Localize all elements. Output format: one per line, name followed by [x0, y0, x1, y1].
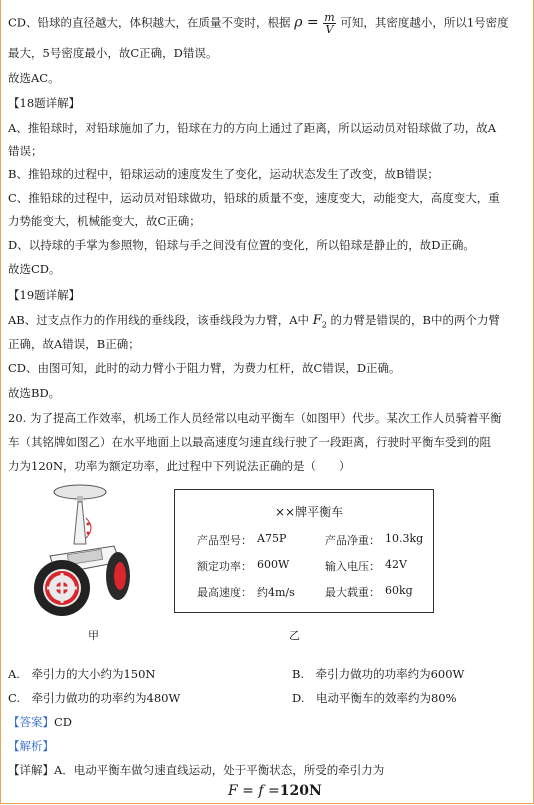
- fraction-numerator: m: [324, 11, 335, 24]
- line-text: C、推铅球的过程中，运动员对铅球做功，铅球的质量不变，速度变大，动能变大，高度变大，重: [8, 191, 500, 205]
- text-segment: AB、过支点作力的作用线的垂线段，该垂线段为力臂，A中: [8, 313, 310, 327]
- answer-label: 【答案】: [8, 715, 54, 729]
- nameplate-value: 10.3kg: [385, 532, 424, 545]
- line-text: D、以持球的手掌为参照物，铅球与手之间没有位置的变化，所以铅球是静止的，故D正确。: [8, 238, 475, 252]
- line-text: CD、由图可知，此时的动力臂小于阻力臂，为费力杠杆，故C错误，D正确。: [8, 361, 401, 375]
- text-segment: 的力臂是错误的，B中的两个力臂: [330, 313, 500, 327]
- question-20-line: 车（其铭牌如图乙）在水平地面上以最高速度匀速直线行驶了一段距离，行驶时平衡车受到的阻: [8, 435, 491, 449]
- question-20-line: 20. 为了提高工作效率，机场工作人员经常以电动平衡车（如图甲）代步。某次工作人员骑着平衡: [8, 411, 502, 425]
- option-c[interactable]: C. 牵引力做功的功率约为480W: [8, 691, 181, 705]
- line-text: B、推铅球的过程中，铅球运动的速度发生了变化，运动状态发生了改变，故B错误；: [8, 167, 439, 181]
- figure-label-yi: 乙: [289, 629, 300, 642]
- detail-line: [8, 762, 384, 778]
- detail-label: 【详解】: [8, 763, 54, 777]
- line-text: 故选AC。: [8, 71, 60, 85]
- section-heading-19: 【19题详解】: [8, 288, 81, 302]
- nameplate-title: ××牌平衡车: [275, 505, 344, 519]
- nameplate-label: 最高速度：: [197, 586, 252, 599]
- nameplate-value: 600W: [257, 558, 290, 571]
- nameplate-value: A75P: [257, 532, 287, 545]
- nameplate-label: 产品净重：: [325, 534, 380, 547]
- line-cd-density: [8, 12, 509, 35]
- line-ab19: [8, 312, 500, 334]
- line-text: 故选BD。: [8, 386, 61, 400]
- section-heading-18: 【18题详解】: [8, 96, 81, 110]
- line-text: 最大，5号密度最小，故C正确，D错误。: [8, 46, 218, 60]
- text-segment: CD、铅球的直径越大，体积越大，在质量不变时，根据: [8, 15, 291, 30]
- text-segment: 可知，其密度越小，所以1号密度: [340, 15, 509, 30]
- line-text: 正确，故A错误，B正确；: [8, 337, 140, 351]
- option-d[interactable]: D. 电动平衡车的效率约为80%: [292, 691, 457, 705]
- question-20-line: 力为120N，功率为额定功率，此过程中下列说法正确的是（ ）: [8, 459, 351, 473]
- density-fraction: [323, 12, 335, 35]
- answer-line: [8, 714, 72, 730]
- traction-force-formula: F = f =120N: [228, 783, 322, 799]
- option-b[interactable]: B. 牵引力做功的功率约为600W: [292, 667, 465, 681]
- nameplate-label: 额定功率：: [197, 560, 252, 573]
- line-text: 故选CD。: [8, 262, 61, 276]
- option-a[interactable]: A. 牵引力的大小约为150N: [8, 667, 156, 681]
- answer-value: CD: [54, 715, 73, 729]
- figure-label-jia: 甲: [88, 629, 99, 642]
- nameplate-label: 最大载重：: [325, 586, 380, 599]
- line-text: A、推铅球时，对铅球施加了力，铅球在力的方向上通过了距离，所以运动员对铅球做了功，故A: [8, 121, 497, 135]
- nameplate-value: 42V: [385, 558, 407, 571]
- rho-symbol: ρ =: [294, 14, 319, 31]
- balance-scooter-illustration: [28, 478, 138, 628]
- line-text: 力势能变大，机械能变大，故C正确；: [8, 214, 201, 228]
- nameplate-table: [174, 489, 434, 613]
- nameplate-label: 输入电压：: [325, 560, 380, 573]
- force-f2-symbol: $F_2$: [312, 313, 327, 330]
- detail-text: A．电动平衡车做匀速直线运动，处于平衡状态，所受的牵引力为: [54, 763, 385, 777]
- line-text: 错误；: [8, 144, 43, 158]
- nameplate-value: 约4m/s: [257, 586, 295, 599]
- nameplate-label: 产品型号：: [197, 534, 252, 547]
- nameplate-value: 60kg: [385, 584, 413, 597]
- fraction-denominator: V: [325, 23, 334, 36]
- analysis-label: 【解析】: [8, 739, 54, 753]
